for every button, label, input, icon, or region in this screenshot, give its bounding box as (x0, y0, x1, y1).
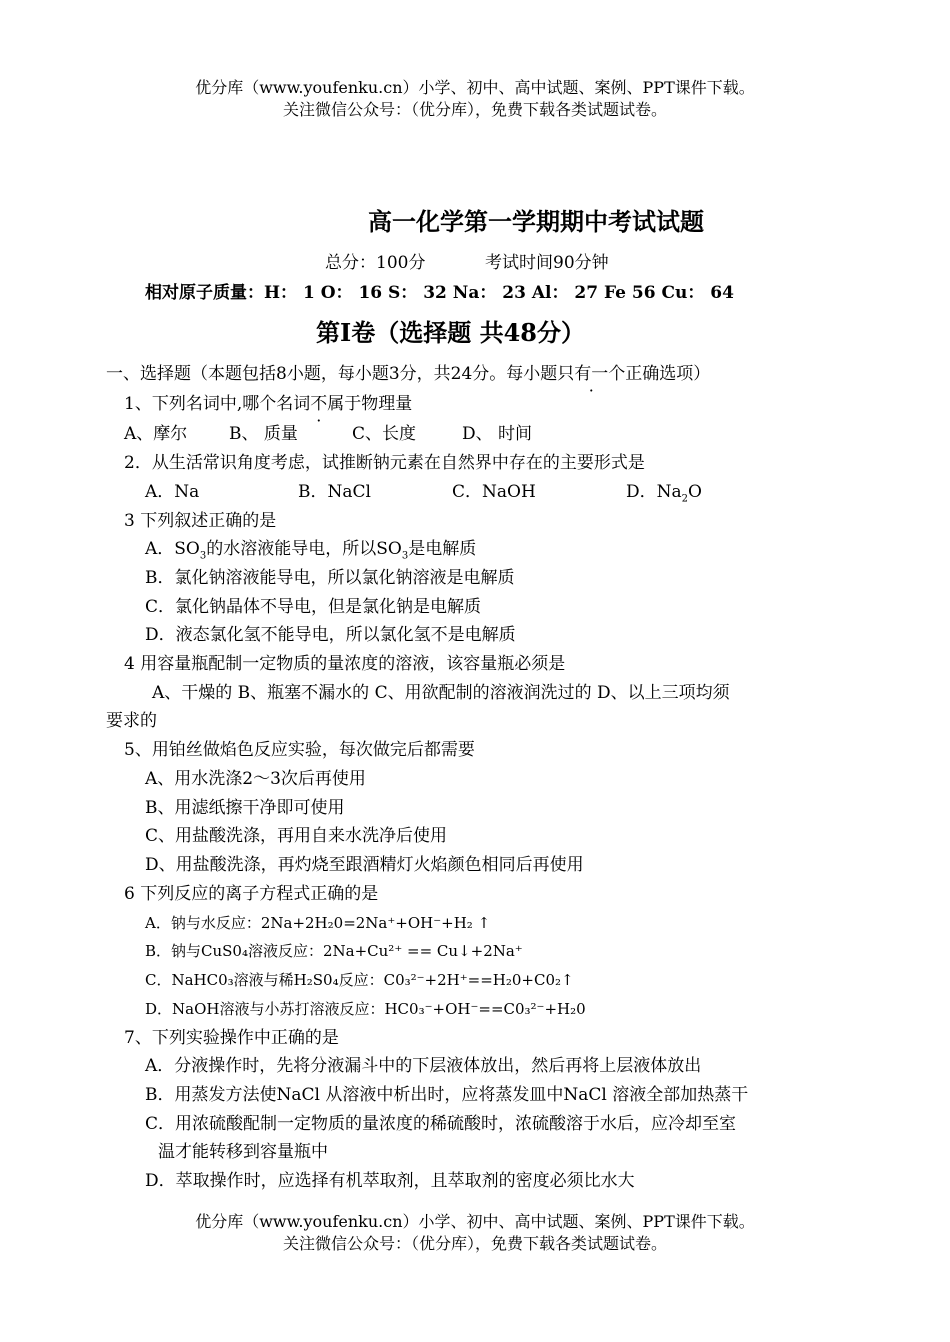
footer-banner-line2: 关注微信公众号：（优分库），免费下载各类试题试卷。 (282, 1234, 667, 1253)
q1-option-d: D、 时间 (462, 424, 533, 444)
q3-option-a-sub1: 3 (199, 550, 207, 562)
q7-option-b: B．用蒸发方法使NaCl 从溶液中析出时，应将蒸发皿中NaCl 溶液全部加热蒸干 (145, 1085, 749, 1105)
q3-option-d: D．液态氯化氢不能导电，所以氯化氢不是电解质 (145, 625, 516, 645)
q2-option-d-sub: 2 (681, 493, 689, 505)
q5-option-b: B、用滤纸擦干净即可使用 (145, 798, 345, 818)
q5-option-d: D、用盐酸洗涤，再灼烧至跟酒精灯火焰颜色相同后再使用 (145, 855, 584, 875)
q1-stem-emphasis: 不 (310, 394, 328, 414)
q6-option-b: B．钠与CuS0₄溶液反应：2Na+Cu²⁺ == Cu↓+2Na⁺ (145, 942, 523, 960)
q6-option-d: D．NaOH溶液与小苏打溶液反应：HC0₃⁻+OH⁻==C0₃²⁻+H₂0 (145, 1000, 586, 1018)
q4-options: A、干燥的 B、瓶塞不漏水的 C、用欲配制的溶液润洗过的 D、以上三项均须 (152, 683, 730, 703)
q3-option-c: C．氯化钠晶体不导电，但是氯化钠是电解质 (145, 597, 482, 617)
part1-intro-a: 一、选择题（本题包括8小题，每小题3分，共24分。每小题 (106, 364, 558, 384)
q7-option-c-line2: 温才能转移到容量瓶中 (158, 1142, 328, 1162)
q1-option-b: B、 质量 (229, 424, 298, 444)
q7-stem: 7、下列实验操作中正确的是 (124, 1028, 339, 1048)
q2-option-b: B．NaCl (298, 482, 371, 502)
exam-duration: 考试时间90分钟 (485, 253, 609, 273)
q2-option-c: C．NaOH (452, 482, 536, 502)
q3-option-a-sub2: 3 (401, 550, 409, 562)
q1-stem-b: 属于物理量 (327, 394, 413, 414)
q1-option-a: A、摩尔 (124, 424, 188, 444)
q5-stem: 5、用铂丝做焰色反应实验，每次做完后都需要 (124, 740, 475, 760)
q3-stem: 3 下列叙述正确的是 (124, 511, 277, 531)
atomic-masses: 相对原子质量：H： 1 O： 16 S： 32 Na： 23 Al： 27 Fe 56 Cu： 64 (145, 283, 734, 303)
q7-option-a: A．分液操作时，先将分液漏斗中的下层液体放出，然后再将上层液体放出 (145, 1056, 702, 1076)
q3-option-a (145, 538, 476, 560)
q2-option-d-b: O (688, 482, 702, 502)
q4-options-wrap: 要求的 (106, 711, 157, 731)
header-banner-line2: 关注微信公众号：（优分库），免费下载各类试题试卷。 (282, 100, 667, 119)
q7-option-d: D．萃取操作时，应选择有机萃取剂，且萃取剂的密度必须比水大 (145, 1171, 635, 1191)
q1-stem (124, 393, 412, 415)
header-banner-line1: 优分库（www.youfenku.cn）小学、初中、高中试题、案例、PPT课件下载。 (195, 78, 755, 97)
footer-banner-line1: 优分库（www.youfenku.cn）小学、初中、高中试题、案例、PPT课件下载。 (195, 1212, 755, 1231)
q5-option-a: A、用水洗涤2～3次后再使用 (145, 769, 366, 789)
part1-intro-emphasis: 只有一个 (557, 364, 626, 384)
q7-option-c-line1: C．用浓硫酸配制一定物质的量浓度的稀硫酸时，浓硫酸溶于水后，应冷却至室 (145, 1114, 737, 1134)
q2-option-d-a: D．Na (626, 482, 682, 502)
part1-intro-b: 正确选项） (625, 364, 711, 384)
q6-stem: 6 下列反应的离子方程式正确的是 (124, 884, 379, 904)
q2-option-a: A．Na (145, 482, 200, 502)
q3-option-a-3: 是电解质 (408, 539, 477, 559)
q3-option-a-1: A．SO (145, 539, 200, 559)
part1-instructions (106, 363, 710, 385)
exam-total-score: 总分：100分 (325, 253, 426, 273)
q2-stem: 2．从生活常识角度考虑，试推断钠元素在自然界中存在的主要形式是 (124, 453, 645, 473)
q3-option-b: B．氯化钠溶液能导电，所以氯化钠溶液是电解质 (145, 568, 515, 588)
q1-stem-a: 1、下列名词中,哪个名词 (124, 394, 311, 414)
exam-title: 高一化学第一学期期中考试试题 (368, 207, 704, 236)
q4-stem: 4 用容量瓶配制一定物质的量浓度的溶液，该容量瓶必须是 (124, 654, 566, 674)
section-title: 第Ⅰ卷（选择题 共48分） (316, 318, 585, 347)
q3-option-a-2: 的水溶液能导电，所以SO (206, 539, 402, 559)
q5-option-c: C、用盐酸洗涤，再用自来水洗净后使用 (145, 826, 448, 846)
q1-option-c: C、长度 (352, 424, 417, 444)
q6-option-a: A．钠与水反应：2Na+2H₂0=2Na⁺+OH⁻+H₂ ↑ (145, 914, 491, 932)
q6-option-c: C．NaHC0₃溶液与稀H₂S0₄反应：C0₃²⁻+2H⁺==H₂0+C0₂↑ (145, 971, 574, 989)
q2-option-d (626, 481, 702, 503)
